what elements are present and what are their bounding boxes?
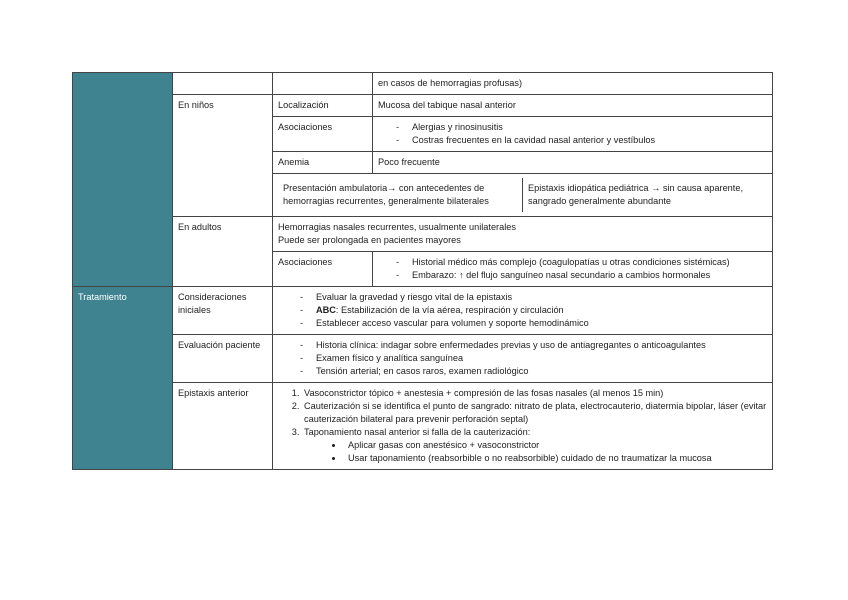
presentacion-left: Presentación ambulatoria→ con antecedentes de hemorragias recurrentes, generalmente bilaterales bbox=[278, 178, 523, 212]
list-item: - Costras frecuentes en la cavidad nasal anterior y vestíbulos bbox=[396, 134, 767, 147]
list-item bbox=[300, 304, 767, 317]
adultos-asociaciones-label: Asociaciones bbox=[273, 252, 373, 287]
row-label-consideraciones: Consideraciones iniciales bbox=[173, 287, 273, 335]
sub-list-item: • Aplicar gasas con anestésico + vasoconstrictor bbox=[344, 439, 767, 452]
row-label-anterior: Epistaxis anterior bbox=[173, 383, 273, 470]
list-item bbox=[302, 426, 767, 465]
list-item: 1. Vasoconstrictor tópico + anestesia + compresión de las fosas nasales (al menos 15 min) bbox=[302, 387, 767, 400]
presentacion-cell bbox=[273, 174, 773, 217]
section-cell-top bbox=[73, 73, 173, 287]
asociaciones-label: Asociaciones bbox=[273, 117, 373, 152]
list-item: - Embarazo: ↑ del flujo sanguíneo nasal secundario a cambios hormonales bbox=[396, 269, 767, 282]
anemia-label: Anemia bbox=[273, 152, 373, 174]
list-item: - Alergias y rinosinusitis bbox=[396, 121, 767, 134]
list-item: - Examen físico y analítica sanguínea bbox=[300, 352, 767, 365]
list-item: - Historial médico más complejo (coagulopatías u otras condiciones sistémicas) bbox=[396, 256, 767, 269]
row-label-evaluacion: Evaluación paciente bbox=[173, 335, 273, 383]
list-item: - Evaluar la gravedad y riesgo vital de la epistaxis bbox=[300, 291, 767, 304]
asociaciones-list bbox=[373, 117, 773, 152]
row-label-ninos: En niños bbox=[173, 95, 273, 217]
empty-cell bbox=[273, 73, 373, 95]
list-item-text: Taponamiento nasal anterior si falla de la cauterización: bbox=[304, 427, 531, 437]
continuation-text: en casos de hemorragias profusas) bbox=[373, 73, 773, 95]
list-item: - Establecer acceso vascular para volumen y soporte hemodinámico bbox=[300, 317, 767, 330]
adultos-description bbox=[273, 217, 773, 252]
abc-bold: ABC bbox=[316, 305, 336, 315]
localizacion-value: Mucosa del tabique nasal anterior bbox=[373, 95, 773, 117]
adultos-line-1: Hemorragias nasales recurrentes, usualmente unilaterales bbox=[278, 222, 516, 232]
abc-text: : Estabilización de la vía aérea, respiración y circulación bbox=[335, 305, 564, 315]
sub-list-item: • Usar taponamiento (reabsorbible o no reabsorbible) cuidado de no traumatizar la mucosa bbox=[344, 452, 767, 465]
section-label-tratamiento: Tratamiento bbox=[73, 287, 173, 470]
adultos-line-2: Puede ser prolongada en pacientes mayores bbox=[278, 235, 461, 245]
localizacion-label: Localización bbox=[273, 95, 373, 117]
list-item: - Historia clínica: indagar sobre enfermedades previas y uso de antiagregantes o anticoagulantes bbox=[300, 339, 767, 352]
anemia-value: Poco frecuente bbox=[373, 152, 773, 174]
presentacion-right: Epistaxis idiopática pediátrica → sin causa aparente, sangrado generalmente abundante bbox=[528, 183, 744, 206]
empty-cell bbox=[173, 73, 273, 95]
adultos-asociaciones-list bbox=[373, 252, 773, 287]
evaluacion-list bbox=[273, 335, 773, 383]
consideraciones-list bbox=[273, 287, 773, 335]
list-item: 2. Cauterización si se identifica el punto de sangrado: nitrato de plata, electrocauterio, diatermia bipolar, láser (evitar cauterización bilateral para prevenir perforación septal) bbox=[302, 400, 767, 426]
anterior-list bbox=[273, 383, 773, 470]
row-label-adultos: En adultos bbox=[173, 217, 273, 287]
epistaxis-table bbox=[72, 72, 773, 470]
list-item: - Tensión arterial; en casos raros, examen radiológico bbox=[300, 365, 767, 378]
